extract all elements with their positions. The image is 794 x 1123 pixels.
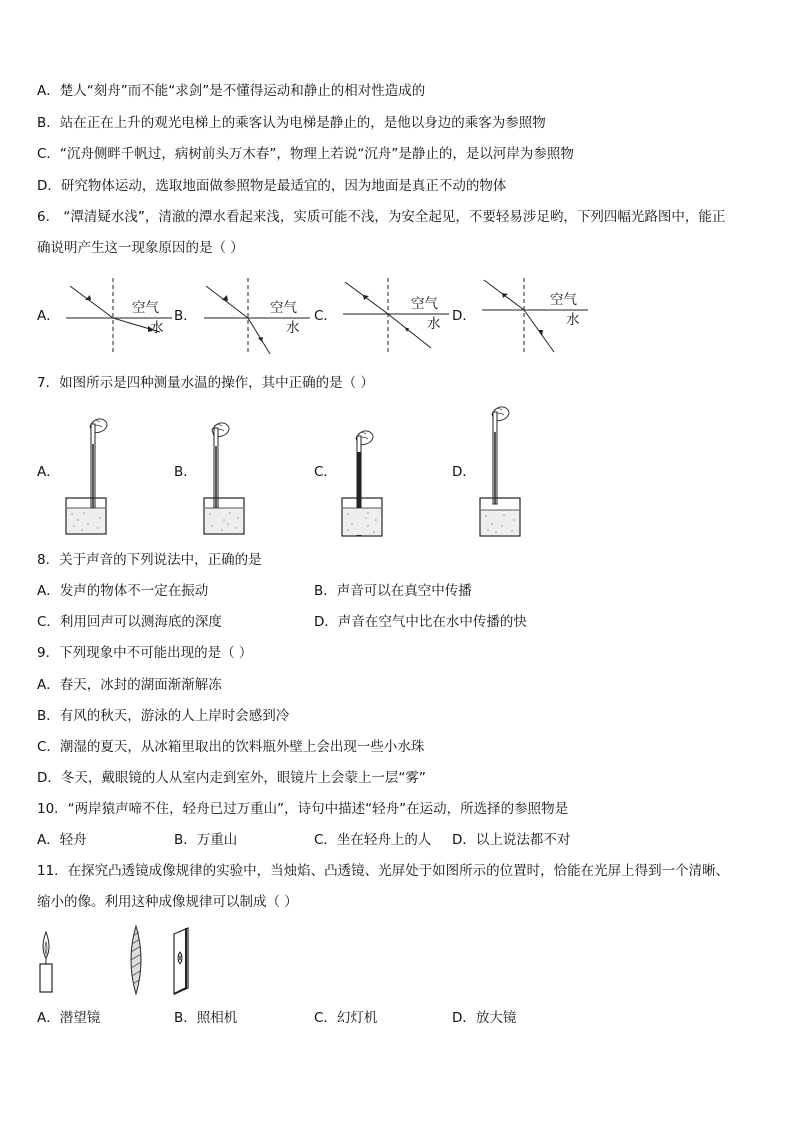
q11-option-b: B．照相机	[174, 1010, 238, 1026]
q10-option-c: C．坐在轻舟上的人	[314, 832, 432, 848]
q6-c-water-label: 水	[427, 316, 441, 332]
q6-label-c: C．	[314, 308, 337, 324]
q6-diagram-b	[202, 276, 312, 356]
candle-icon	[40, 932, 52, 992]
q11-option-c: C．幻灯机	[314, 1010, 378, 1026]
q7-label-a: A．	[37, 464, 60, 480]
q8-option-a: A．发声的物体不一定在振动	[37, 583, 209, 599]
q6-diagram-d	[480, 276, 590, 356]
q6-d-air-label: 空气	[550, 292, 577, 308]
q9-option-c: C．潮湿的夏天，从冰箱里取出的饮料瓶外壁上会出现一些小水珠	[37, 739, 425, 755]
q7-figure-c	[338, 428, 388, 538]
q6-d-water-label: 水	[566, 312, 580, 328]
q6-a-air-label: 空气	[132, 300, 159, 316]
q9-option-d: D．冬天，戴眼镜的人从室内走到室外，眼镜片上会蒙上一层“雾”	[37, 770, 426, 786]
q6-b-air-label: 空气	[270, 300, 297, 316]
light-screen-icon	[174, 928, 188, 994]
q6-diagram-c	[341, 276, 451, 356]
q5-option-c: C．“沉舟侧畔千帆过，病树前头万木春”，物理上若说“沉舟”是静止的，是以河岸为参照物	[37, 146, 574, 162]
q11-stem-line2: 缩小的像。利用这种成像规律可以制成（ ）	[37, 894, 298, 910]
q7-label-d: D．	[452, 464, 476, 480]
q9-option-b: B．有风的秋天，游泳的人上岸时会感到冷	[37, 708, 290, 724]
q11-optics-figure	[34, 924, 214, 996]
q8-option-d: D．声音在空气中比在水中传播的快	[314, 614, 527, 630]
q6-label-d: D．	[452, 308, 476, 324]
q10-option-a: A．轻舟	[37, 832, 87, 848]
q6-label-b: B．	[174, 308, 197, 324]
q5-option-d: D．研究物体运动，选取地面做参照物是最适宜的，因为地面是真正不动的物体	[37, 178, 507, 194]
q8-stem: 8．关于声音的下列说法中，正确的是	[37, 552, 262, 568]
q6-stem-line1: 6． “潭清疑水浅”，清澈的潭水看起来浅，实质可能不浅，为安全起见，不要轻易涉足哟，下列四幅光路图中，能正	[37, 209, 726, 225]
q7-figure-b	[200, 420, 250, 536]
q10-option-b: B．万重山	[174, 832, 238, 848]
q5-option-a: A．楚人“刻舟”而不能“求剑”是不懂得运动和静止的相对性造成的	[37, 83, 426, 99]
q11-option-a: A．潜望镜	[37, 1010, 101, 1026]
q7-figure-d	[476, 404, 526, 538]
q11-option-d: D．放大镜	[452, 1010, 517, 1026]
q8-option-c: C．利用回声可以测海底的深度	[37, 614, 222, 630]
q9-stem: 9．下列现象中不可能出现的是（ ）	[37, 645, 253, 661]
q6-label-a: A．	[37, 308, 60, 324]
q9-option-a: A．春天，冰封的湖面渐渐解冻	[37, 677, 222, 693]
q6-stem-line2: 确说明产生这一现象原因的是（ ）	[37, 240, 244, 256]
q11-stem-line1: 11．在探究凸透镜成像规律的实验中，当烛焰、凸透镜、光屏处于如图所示的位置时，恰能在光屏上得到一个清晰、	[37, 863, 730, 879]
q6-c-air-label: 空气	[411, 296, 438, 312]
q7-label-b: B．	[174, 464, 197, 480]
q5-option-b: B．站在正在上升的观光电梯上的乘客认为电梯是静止的，是他以身边的乘客为参照物	[37, 115, 546, 131]
q10-stem: 10．“两岸猿声啼不住，轻舟已过万重山”，诗句中描述“轻舟”在运动，所选择的参照物是	[37, 801, 569, 817]
convex-lens-icon	[131, 926, 141, 994]
q10-option-d: D．以上说法都不对	[452, 832, 571, 848]
q6-a-water-label: 水	[150, 320, 164, 336]
q7-figure-a	[62, 414, 112, 536]
q7-stem: 7．如图所示是四种测量水温的操作，其中正确的是（ ）	[37, 375, 374, 391]
q7-label-c: C．	[314, 464, 337, 480]
q6-b-water-label: 水	[286, 320, 300, 336]
q6-diagram-a	[64, 276, 174, 356]
q8-option-b: B．声音可以在真空中传播	[314, 583, 472, 599]
